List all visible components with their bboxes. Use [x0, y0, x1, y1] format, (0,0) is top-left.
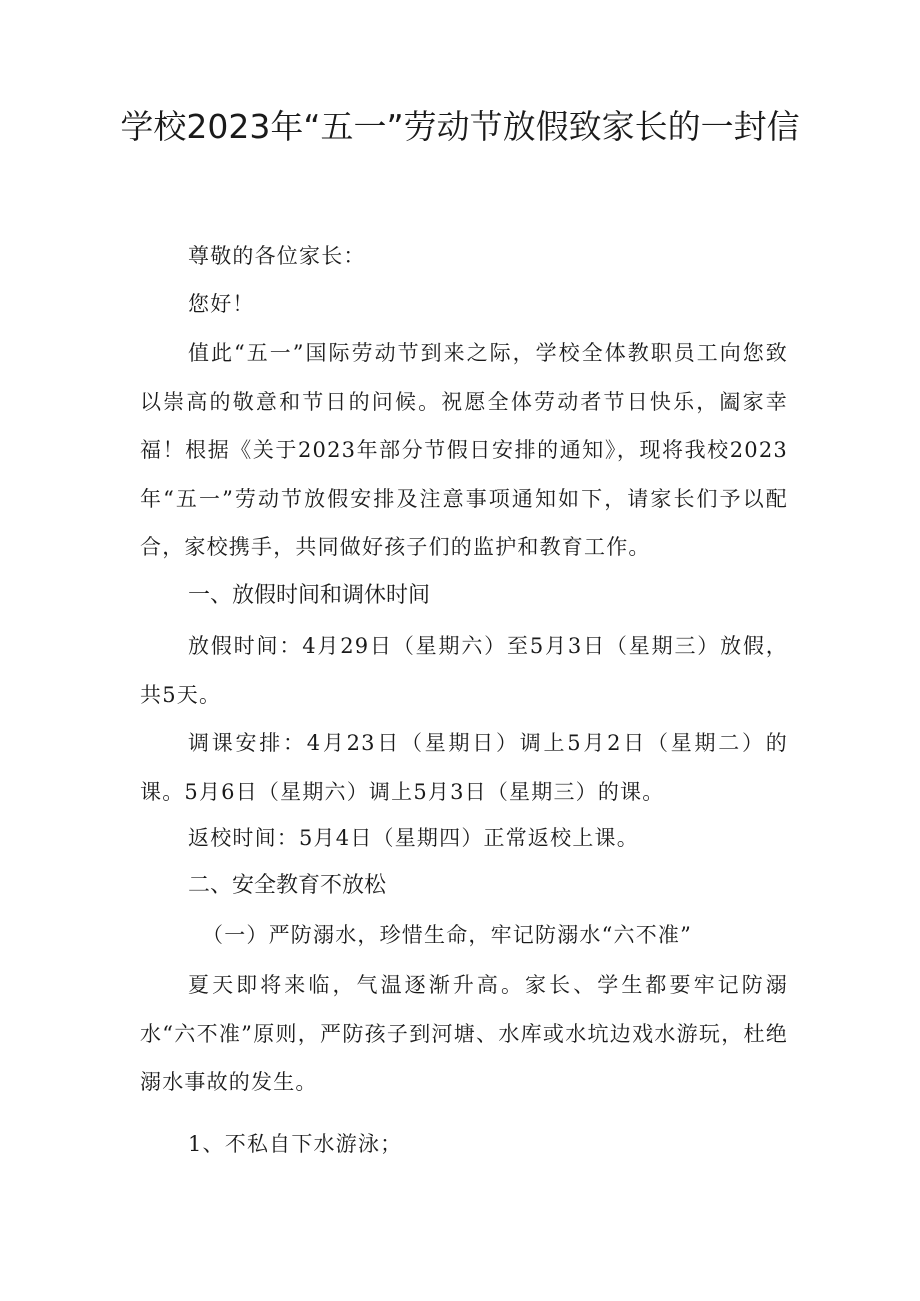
return-time-paragraph: 返校时间：5月4日（星期四）正常返校上课。: [188, 826, 639, 850]
section-2-heading: 二、安全教育不放松: [188, 873, 387, 898]
subsection-1-heading: （一）严防溺水，珍惜生命，牢记防溺水“六不准”: [202, 923, 693, 947]
salutation: 尊敬的各位家长：: [188, 244, 366, 268]
holiday-time-paragraph: 放假时间：4月29日（星期六）至5月3日（星期三）放假，共5天。: [140, 634, 788, 707]
greeting: 您好！: [188, 292, 255, 316]
intro-paragraph: 值此“五一”国际劳动节到来之际，学校全体教职员工向您致以崇高的敬意和节日的问候。祝愿全体劳动者节日快乐，阖家幸福！根据《关于2023年部分节假日安排的通知》，现将我校2023年“五一”劳动节放假安排及注意事项通知如下，请家长们予以配合，家校携手，共同做好孩子们的监护和教育工作。: [140, 341, 788, 559]
section-1-heading: 一、放假时间和调休时间: [188, 583, 431, 608]
drowning-prevention-paragraph: 夏天即将来临，气温逐渐升高。家长、学生都要牢记防溺水“六不准”原则，严防孩子到河塘、水库或水坑边戏水游玩，杜绝溺水事故的发生。: [140, 973, 788, 1094]
document-title: 学校2023年“五一”劳动节放假致家长的一封信: [120, 107, 800, 146]
class-adjust-paragraph: 调课安排：4月23日（星期日）调上5月2日（星期二）的课。5月6日（星期六）调上5月3日（星期三）的课。: [140, 731, 788, 804]
rule-1-item: 1、不私自下水游泳；: [188, 1132, 403, 1156]
